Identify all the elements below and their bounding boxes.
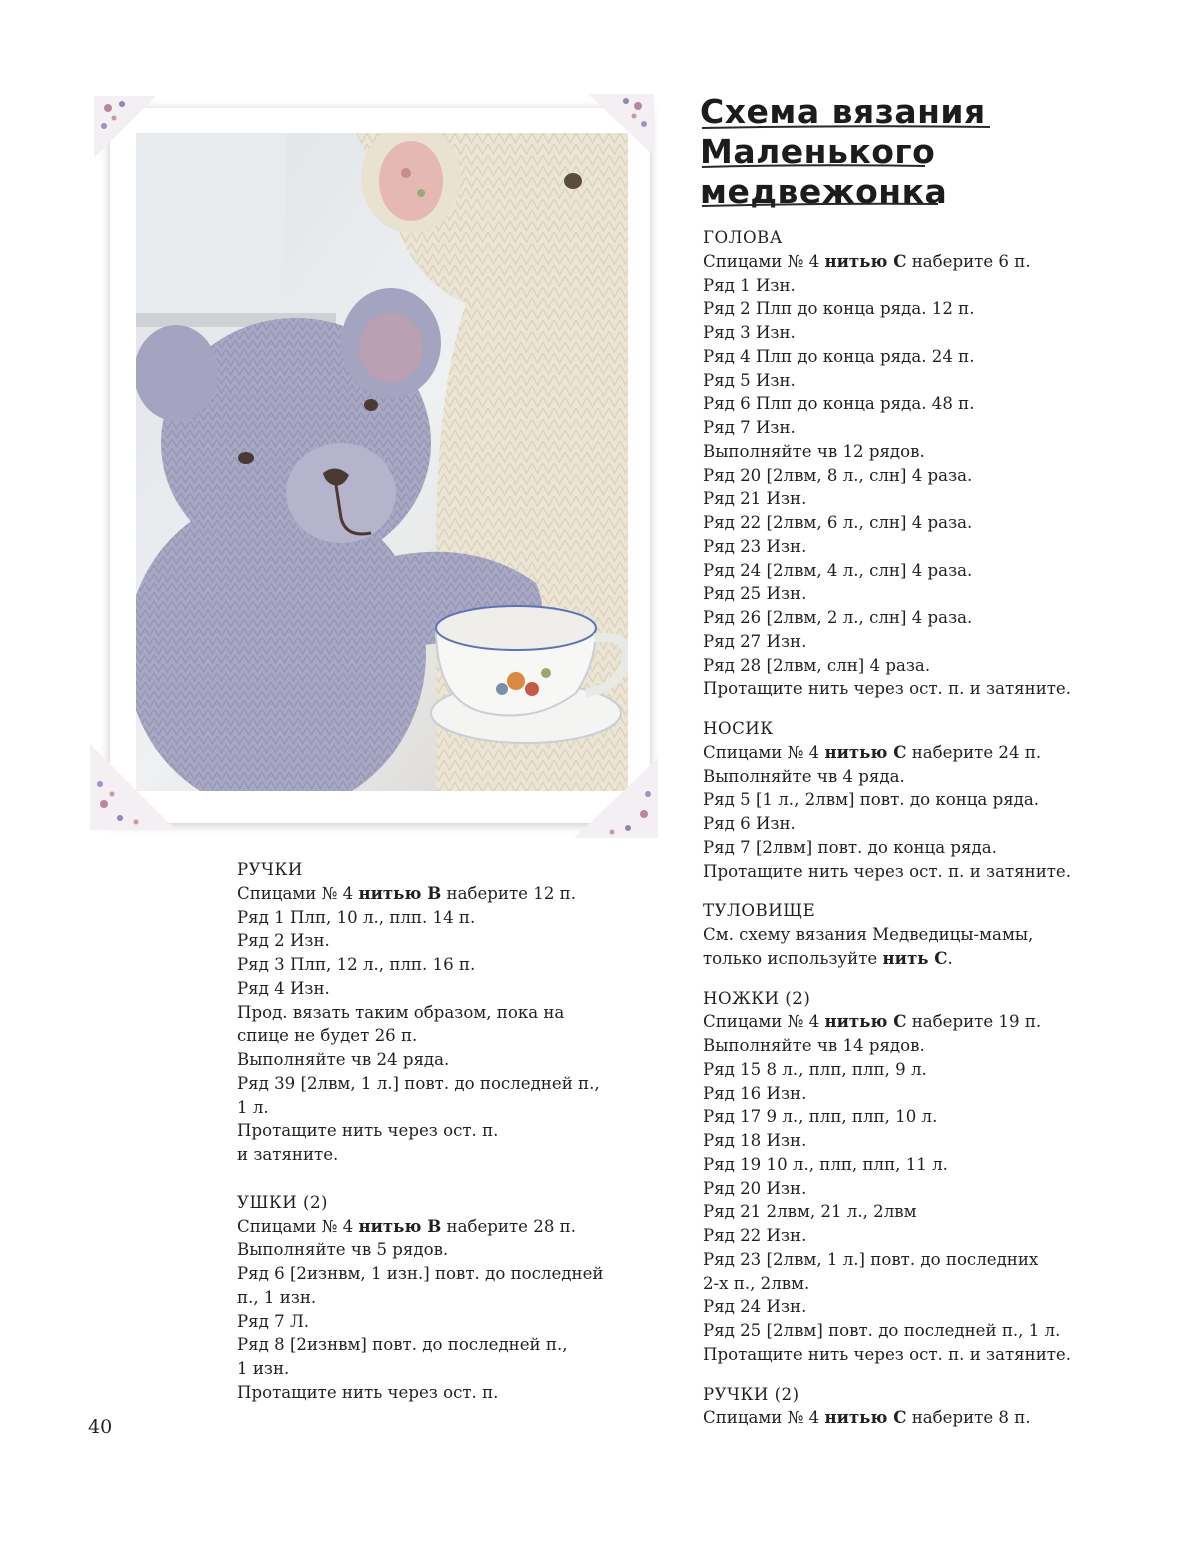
instruction-line: Ряд 5 [1 л., 2лвм] повт. до конца ряда. — [703, 790, 1040, 810]
instruction-line: Ряд 16 Изн. — [703, 1083, 807, 1103]
yarn-label: нитью В — [358, 882, 442, 903]
section-heading: РУЧКИ (2) — [703, 1384, 800, 1404]
instruction-line: спице не будет 26 п. — [237, 1026, 418, 1046]
instruction-line: Ряд 7 [2лвм] повт. до конца ряда. — [703, 837, 997, 857]
text: Спицами № 4 — [703, 1408, 825, 1428]
instruction-line: Ряд 7 Л. — [237, 1311, 310, 1331]
section-head — [703, 226, 1071, 701]
instruction-line: Ряд 1 Плп, 10 л., плп. 14 п. — [237, 907, 476, 927]
title-line-3: медвежонка — [700, 172, 948, 211]
teddy-bears-photo — [136, 133, 628, 791]
text: . — [947, 948, 953, 968]
section-ears — [237, 1191, 603, 1405]
instruction-line: Ряд 3 Плп, 12 л., плп. 16 п. — [237, 955, 476, 974]
section-legs — [703, 987, 1071, 1367]
text: Спицами № 4 — [703, 251, 825, 271]
instruction-line: Ряд 2 Изн. — [237, 931, 330, 951]
title-line-2: Маленького — [700, 132, 936, 171]
instruction-line: 2-х п., 2лвм. — [703, 1273, 810, 1293]
instruction-line: Ряд 25 Изн. — [703, 584, 807, 604]
instruction-line — [703, 250, 1071, 274]
instruction-line: Ряд 28 [2лвм, слн] 4 раза. — [703, 655, 931, 675]
section-heading: НОСИК — [703, 719, 774, 738]
instruction-line: п., 1 изн. — [237, 1287, 317, 1307]
instruction-line: Ряд 22 Изн. — [703, 1226, 807, 1245]
text: наберите 28 п. — [441, 1216, 576, 1236]
instruction-line: Ряд 3 Изн. — [703, 323, 796, 342]
instruction-line: Ряд 5 Изн. — [703, 370, 796, 390]
instruction-line: Ряд 39 [2лвм, 1 л.] повт. до последней п., — [237, 1073, 600, 1093]
instruction-line: Выполняйте чв 14 рядов. — [703, 1036, 925, 1055]
instruction-line: Ряд 23 Изн. — [703, 536, 807, 556]
instruction-line: См. схему вязания Медведицы-мамы, — [703, 925, 1034, 944]
instruction-line: Ряд 24 [2лвм, 4 л., слн] 4 раза. — [703, 560, 973, 580]
text: наберите 24 п. — [906, 742, 1042, 762]
text: наберите 8 п. — [906, 1408, 1031, 1428]
instruction-line: Ряд 4 Плп до конца ряда. 24 п. — [703, 346, 975, 366]
text: наберите 6 п. — [906, 251, 1031, 271]
instruction-line: Выполняйте чв 4 ряда. — [703, 766, 905, 786]
instruction-line: Ряд 6 Изн. — [703, 814, 796, 833]
photo-illustration — [136, 133, 628, 791]
instruction-line: Ряд 19 10 л., плп, плп, 11 л. — [703, 1154, 948, 1174]
instruction-line: Выполняйте чв 24 ряда. — [237, 1050, 450, 1069]
instruction-line: Ряд 18 Изн. — [703, 1131, 807, 1150]
yarn-label: нить С — [882, 947, 948, 968]
instruction-line: Ряд 6 [2изнвм, 1 изн.] повт. до последней — [237, 1264, 604, 1283]
instruction-line: Выполняйте чв 12 рядов. — [703, 441, 925, 461]
instruction-line: Ряд 21 Изн. — [703, 489, 807, 509]
instruction-line — [703, 741, 1071, 765]
instruction-line: Ряд 7 Изн. — [703, 418, 796, 437]
yarn-label: нитью С — [824, 250, 907, 271]
section-arms — [237, 858, 603, 1167]
instruction-line: 1 л. — [237, 1097, 269, 1117]
instruction-line — [703, 1406, 1071, 1430]
instruction-line: Ряд 21 2лвм, 21 л., 2лвм — [703, 1202, 917, 1222]
text: Спицами № 4 — [703, 742, 825, 762]
instruction-line: Ряд 23 [2лвм, 1 л.] повт. до последних — [703, 1249, 1039, 1269]
instruction-line: Ряд 4 Изн. — [237, 978, 330, 998]
instruction-line: Протащите нить через ост. п. и затяните. — [703, 861, 1072, 881]
instruction-line: Ряд 6 Плп до конца ряда. 48 п. — [703, 394, 975, 414]
instruction-line: Ряд 8 [2изнвм] повт. до последней п., — [237, 1335, 568, 1355]
instruction-line: Ряд 1 Изн. — [703, 275, 796, 295]
photo-corner-bottom-left — [90, 744, 176, 830]
instruction-line: и затяните. — [237, 1145, 339, 1164]
text: Спицами № 4 — [237, 1216, 359, 1236]
title-underlines — [700, 124, 1000, 214]
yarn-label: нитью В — [358, 1215, 442, 1236]
section-nose — [703, 717, 1071, 883]
instruction-line: Ряд 27 Изн. — [703, 631, 807, 651]
photo-corner-top-right — [588, 94, 654, 156]
yarn-label: нитью С — [824, 1407, 907, 1428]
instruction-line — [237, 1215, 603, 1239]
text: наберите 19 п. — [906, 1012, 1042, 1032]
section-heading: ТУЛОВИЩЕ — [703, 901, 816, 921]
yarn-label: нитью С — [824, 1011, 907, 1032]
instruction-line: Протащите нить через ост. п. — [237, 1121, 499, 1141]
text: Спицами № 4 — [237, 883, 359, 903]
instruction-line: Ряд 24 Изн. — [703, 1297, 807, 1317]
instruction-line: Ряд 2 Плп до конца ряда. 12 п. — [703, 299, 975, 319]
instruction-line: Протащите нить через ост. п. и затяните. — [703, 1344, 1072, 1364]
title-line-1: Схема вязания — [700, 92, 986, 131]
section-heading: НОЖКИ (2) — [703, 988, 811, 1008]
text: наберите 12 п. — [441, 883, 576, 903]
instruction-line: Прод. вязать таким образом, пока на — [237, 1002, 565, 1022]
instruction-line: Протащите нить через ост. п. и затяните. — [703, 679, 1072, 699]
section-heading: РУЧКИ — [237, 860, 303, 879]
instruction-line: Протащите нить через ост. п. — [237, 1382, 499, 1402]
text: Спицами № 4 — [703, 1012, 825, 1032]
instruction-line: Выполняйте чв 5 рядов. — [237, 1240, 449, 1260]
section-heading: УШКИ (2) — [237, 1192, 329, 1212]
yarn-label: нитью С — [824, 741, 907, 762]
instruction-line: Ряд 25 [2лвм] повт. до последней п., 1 л. — [703, 1321, 1061, 1340]
left-column — [237, 858, 603, 1421]
section-body — [703, 899, 1071, 970]
right-column — [703, 226, 1071, 1446]
instruction-line: Ряд 17 9 л., плп, плп, 10 л. — [703, 1107, 938, 1127]
instruction-line — [703, 1010, 1071, 1034]
instruction-line — [237, 882, 603, 906]
instruction-line: Ряд 20 Изн. — [703, 1178, 807, 1198]
instruction-line: 1 изн. — [237, 1359, 290, 1378]
instruction-line: Ряд 26 [2лвм, 2 л., слн] 4 раза. — [703, 608, 973, 627]
section-heading: ГОЛОВА — [703, 228, 783, 247]
instruction-line — [703, 947, 1071, 971]
instruction-line: Ряд 15 8 л., плп, плп, 9 л. — [703, 1059, 927, 1079]
instruction-line: Ряд 20 [2лвм, 8 л., слн] 4 раза. — [703, 465, 973, 485]
photo-corner-top-left — [94, 96, 156, 158]
page-number: 40 — [88, 1416, 113, 1438]
instruction-line: Ряд 22 [2лвм, 6 л., слн] 4 раза. — [703, 513, 973, 532]
section-arms-right — [703, 1383, 1071, 1431]
photo-corner-bottom-right — [574, 758, 658, 838]
text: только используйте — [703, 948, 883, 968]
